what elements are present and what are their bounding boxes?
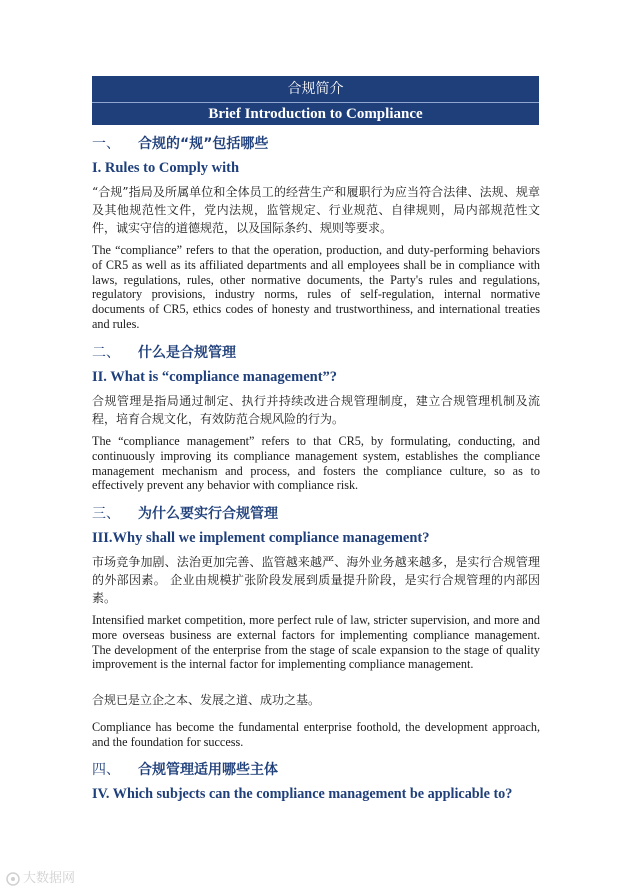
section-2-heading-en: II. What is “compliance management”? bbox=[92, 369, 338, 385]
section-1-title-cn: 合规的“规”包括哪些 bbox=[138, 136, 269, 152]
section-1-number: 一、 bbox=[92, 136, 120, 152]
section-3-heading-cn bbox=[92, 503, 278, 523]
section-3-paragraph-en-1: Intensified market competition, more perfect rule of law, stricter supervision, and more and more overseas business are external factors for implementing compliance management. The development of the enterprise from the stage of scale expansion to the stage of quality improvement is the internal factor for implementing compliance management. bbox=[92, 613, 540, 672]
section-2-title-cn: 什么是合规管理 bbox=[138, 345, 236, 361]
section-4-number: 四、 bbox=[92, 762, 120, 778]
watermark bbox=[6, 868, 116, 890]
section-4-title-cn: 合规管理适用哪些主体 bbox=[138, 762, 278, 778]
section-2-heading-cn bbox=[92, 342, 236, 362]
section-3-paragraph-cn-1: 市场竞争加剧、法治更加完善、监管越来越严、海外业务越来越多，是实行合规管理的外部因素。 企业由规模扩张阶段发展到质量提升阶段，是实行合规管理的内部因素。 bbox=[92, 555, 540, 605]
section-3-heading-en: III.Why shall we implement compliance management? bbox=[92, 530, 430, 546]
watermark-logo-icon bbox=[6, 872, 20, 886]
section-3-title-cn: 为什么要实行合规管理 bbox=[138, 506, 278, 522]
section-3-number: 三、 bbox=[92, 506, 120, 522]
section-3-paragraph-cn-2: 合规已是立企之本、发展之道、成功之基。 bbox=[92, 693, 321, 707]
section-2-paragraph-en: The “compliance management” refers to that CR5, by formulating, conducting, and continuously improving its compliance management system, establishes the compliance management mechanism and process, and fosters the compliance culture, so as to effectively prevent any behavior with compliance risk. bbox=[92, 434, 540, 493]
section-1-paragraph-cn: “合规”指局及所属单位和全体员工的经营生产和履职行为应当符合法律、法规、规章及其他规范性文件，党内法规，监管规定、行业规范、自律规则，局内部规范性文件，诚实守信的道德规范，以及国际条约、规则等要求。 bbox=[92, 185, 540, 235]
section-2-number: 二、 bbox=[92, 345, 120, 361]
section-2-paragraph-cn: 合规管理是指局通过制定、执行并持续改进合规管理制度，建立合规管理机制及流程，培育合规文化，有效防范合规风险的行为。 bbox=[92, 394, 540, 426]
section-1-paragraph-en: The “compliance” refers to that the operation, production, and duty-performing behaviors of CR5 as well as its affiliated departments and all employees shall be in compliance with laws, regulations, rules, other normative documents, the Party's rules and regulations, regulatory provisions, industry norms, rules of self-regulation, internal normative documents of CR5, ethics codes of honesty and trustworthiness, and international treaties and rules. bbox=[92, 243, 540, 331]
section-4-heading-cn bbox=[92, 759, 278, 779]
section-4-heading-en: IV. Which subjects can the compliance management be applicable to? bbox=[92, 786, 513, 802]
section-1-heading-en: I. Rules to Comply with bbox=[92, 160, 240, 176]
watermark-text: 大数据网 bbox=[23, 871, 76, 886]
section-1-heading-cn bbox=[92, 133, 268, 153]
banner-title-cn: 合规简介 bbox=[92, 76, 539, 103]
banner-title-en: Brief Introduction to Compliance bbox=[92, 103, 539, 125]
section-3-paragraph-en-2: Compliance has become the fundamental enterprise foothold, the development approach, and the foundation for success. bbox=[92, 720, 540, 749]
